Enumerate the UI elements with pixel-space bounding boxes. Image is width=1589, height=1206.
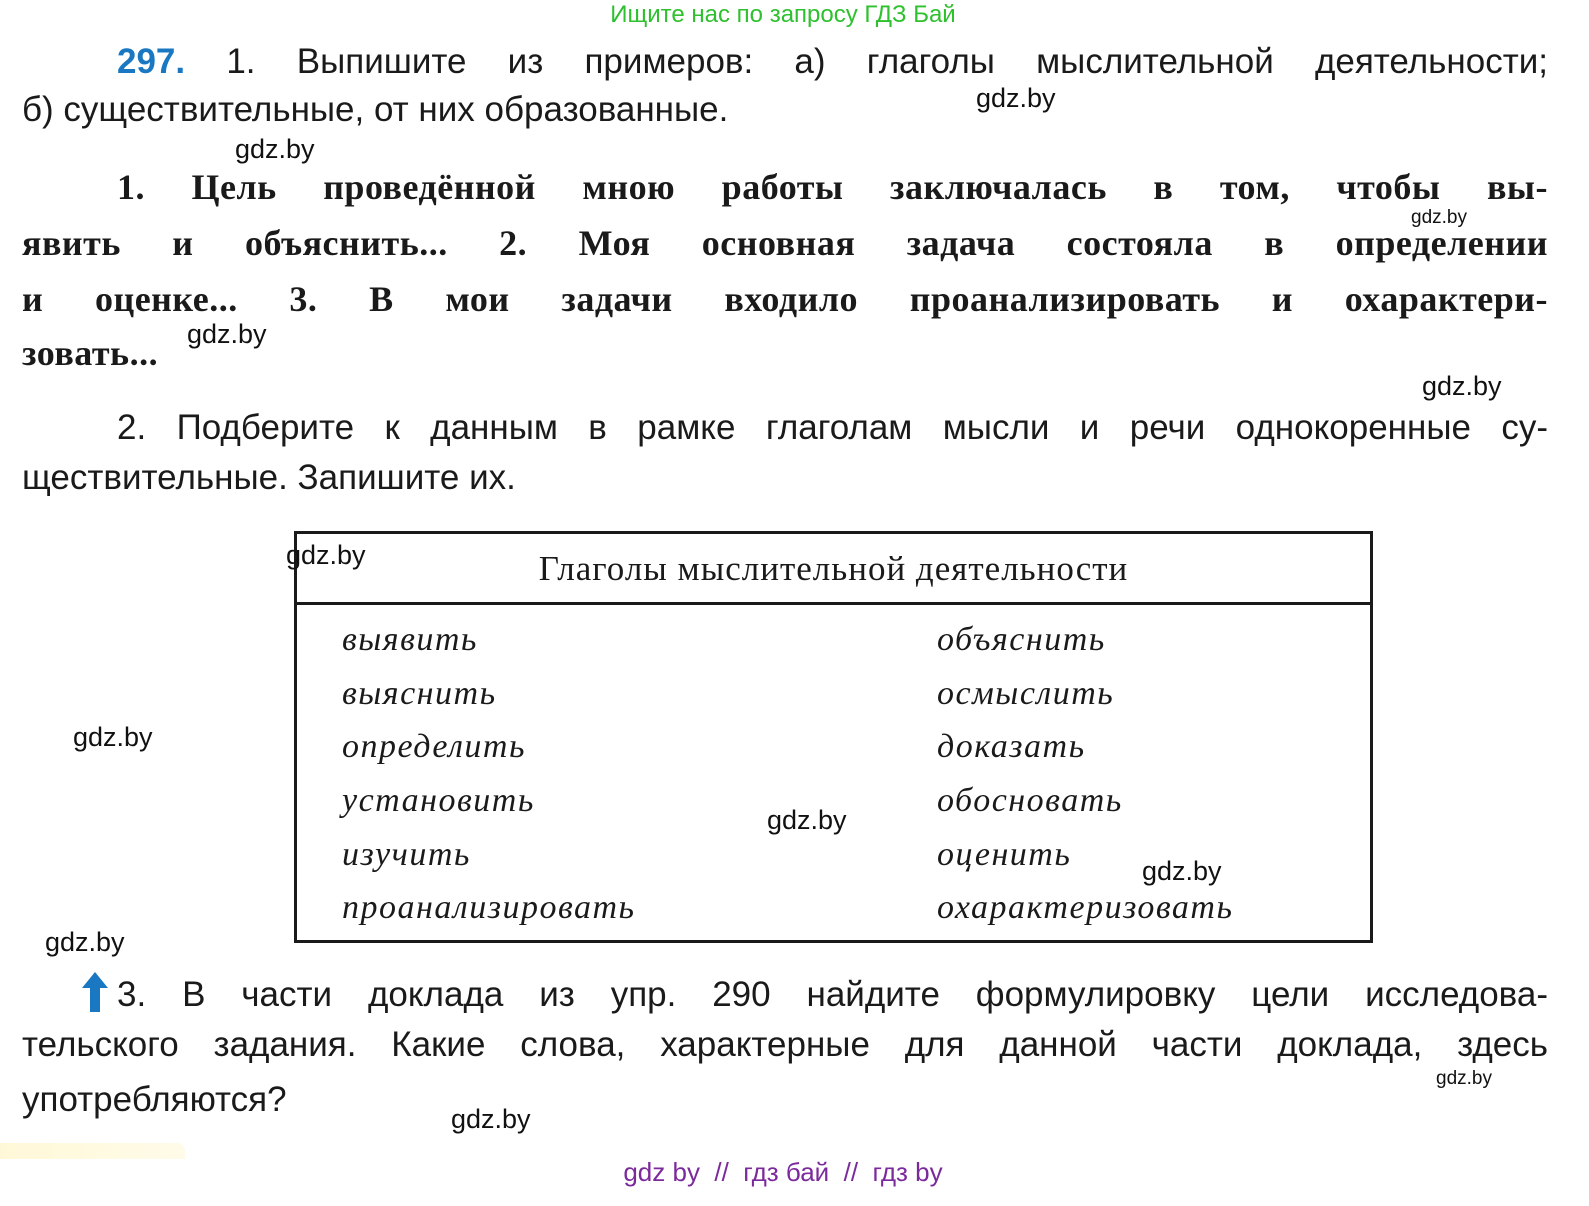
watermark: gdz.by — [73, 722, 153, 752]
table-cell: выявить — [342, 621, 478, 658]
task1-line1 — [117, 42, 1548, 82]
example-line-3: и оценке... 3. В мои задачи входило проанализировать и охарактери- — [22, 279, 1548, 319]
watermark: gdz.by — [45, 927, 125, 957]
table-cell: проанализировать — [342, 889, 636, 926]
example-line-2: явить и объяснить... 2. Моя основная задача состояла в определении — [22, 223, 1548, 263]
exercise-number: 297. — [117, 42, 186, 81]
task3-line1: 3. В части доклада из упр. 290 найдите формулировку цели исследова- — [117, 975, 1548, 1014]
watermark: gdz.by — [767, 805, 847, 835]
table-cell: доказать — [937, 728, 1086, 765]
watermark: gdz.by — [1436, 1068, 1492, 1089]
watermark: gdz.by — [286, 540, 366, 570]
table-cell: изучить — [342, 836, 471, 873]
watermark: gdz.by — [1411, 207, 1467, 228]
watermark: gdz.by — [451, 1104, 531, 1134]
task1-text: 1. Выпишите из примеров: а) глаголы мыслительной деятельности; — [226, 42, 1548, 81]
table-cell: определить — [342, 728, 526, 765]
task3-line3: употребляются? — [22, 1080, 287, 1119]
task2-line1: 2. Подберите к данным в рамке глаголам мысли и речи однокоренные су- — [117, 408, 1548, 447]
watermark: gdz.by — [187, 319, 267, 349]
table-cell: обосновать — [937, 782, 1123, 819]
watermark: gdz.by — [1422, 371, 1502, 401]
table-cell: осмыслить — [937, 675, 1115, 712]
example-line-4: зовать... — [22, 333, 159, 373]
example-line-1: 1. Цель проведённой мною работы заключалась в том, чтобы вы- — [117, 167, 1548, 207]
table-cell: объяснить — [937, 621, 1106, 658]
arrow-up-icon — [82, 972, 108, 1012]
watermark: gdz.by — [235, 134, 315, 164]
footer-links[interactable]: gdz by // гдз бай // гдз by — [623, 1157, 943, 1187]
task1-line2: б) существительные, от них образованные. — [22, 90, 729, 129]
task2-line2: ществительные. Запишите их. — [22, 458, 516, 497]
table-cell: охарактеризовать — [937, 889, 1234, 926]
table-title: Глаголы мыслительной деятельности — [297, 534, 1370, 605]
search-banner[interactable]: Ищите нас по запросу ГДЗ Бай — [610, 1, 956, 28]
table-cell: установить — [342, 782, 535, 819]
watermark: gdz.by — [976, 83, 1056, 113]
task3-line2: тельского задания. Какие слова, характерные для данной части доклада, здесь — [22, 1025, 1548, 1064]
watermark: gdz.by — [1142, 856, 1222, 886]
table-cell: выяснить — [342, 675, 497, 712]
table-cell: оценить — [937, 836, 1072, 873]
